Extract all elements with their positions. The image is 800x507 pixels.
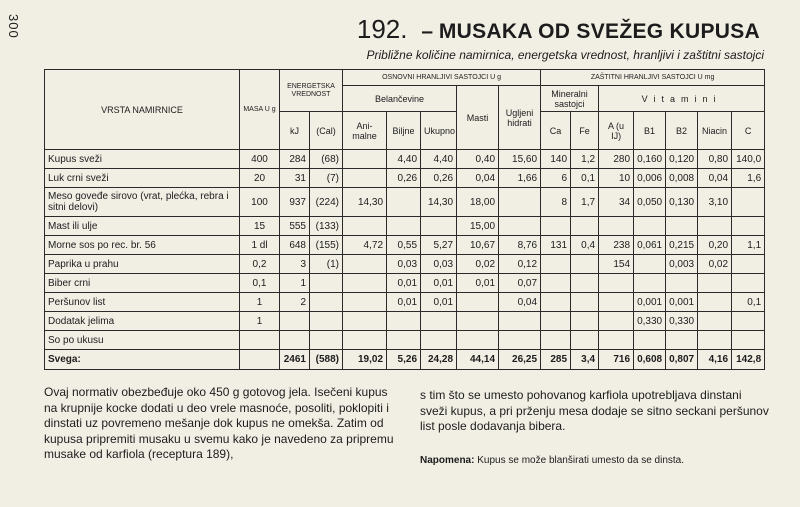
cell-kj: 2 [280, 293, 310, 312]
cell-biljne: 4,40 [387, 150, 421, 169]
cell-niacin: 0,20 [698, 236, 732, 255]
cell-kj: 3 [280, 255, 310, 274]
cell-ca: 8 [541, 188, 571, 217]
cell-ukupno: 0,01 [421, 274, 457, 293]
cell-ukupno [421, 217, 457, 236]
total-masti: 44,14 [457, 350, 499, 370]
cell-c [732, 274, 765, 293]
cell-b1 [634, 217, 666, 236]
cell-b1: 0,160 [634, 150, 666, 169]
cell-ukupno [421, 312, 457, 331]
cell-cal: (7) [310, 169, 343, 188]
instructions-left: Ovaj normativ obezbeđuje oko 450 g gotovog jela. Isečeni kupus na krupnije kocke dodati u deo vrele masnoće, posoliti, poklopiti i dinstati uz povremeno mešanje dok kupus ne omekša. Zatim od kupusa pripremiti musaku u svemu kako je navedeno za pripremu musake od karfiola (receptura 189), [44, 385, 394, 461]
cell-ugljeni: 0,04 [499, 293, 541, 312]
cell-masti [457, 293, 499, 312]
total-niacin: 4,16 [698, 350, 732, 370]
recipe-number: 192. [356, 14, 408, 44]
cell-cal [310, 331, 343, 350]
cell-masti: 0,40 [457, 150, 499, 169]
cell-cal: (133) [310, 217, 343, 236]
cell-ugljeni [499, 312, 541, 331]
cell-kj: 284 [280, 150, 310, 169]
cell-niacin: 0,04 [698, 169, 732, 188]
cell-masa: 0,1 [240, 274, 280, 293]
table-row [45, 274, 765, 293]
cell-ugljeni: 0,07 [499, 274, 541, 293]
note-label: Napomena: [420, 455, 475, 466]
header-vitamin-a: A (u IJ) [599, 112, 634, 150]
cell-c: 0,1 [732, 293, 765, 312]
note [420, 455, 780, 466]
cell-ca [541, 255, 571, 274]
cell-b1: 0,006 [634, 169, 666, 188]
cell-biljne [387, 312, 421, 331]
cell-b2 [666, 274, 698, 293]
cell-biljne [387, 188, 421, 217]
total-masa [240, 350, 280, 370]
cell-c [732, 188, 765, 217]
cell-c: 140,0 [732, 150, 765, 169]
cell-masti: 15,00 [457, 217, 499, 236]
cell-b1 [634, 274, 666, 293]
cell-masa: 400 [240, 150, 280, 169]
cell-name: Peršunov list [45, 293, 240, 312]
total-animalne: 19,02 [343, 350, 387, 370]
total-row [45, 350, 765, 370]
cell-animalne [343, 169, 387, 188]
cell-a: 280 [599, 150, 634, 169]
cell-cal: (155) [310, 236, 343, 255]
cell-biljne: 0,01 [387, 274, 421, 293]
cell-masa: 15 [240, 217, 280, 236]
cell-ca: 140 [541, 150, 571, 169]
cell-niacin [698, 293, 732, 312]
table-row [45, 255, 765, 274]
total-fe: 3,4 [571, 350, 599, 370]
cell-fe: 0,1 [571, 169, 599, 188]
instructions-right: s tim što se umesto pohovanog karfiola upotrebljava dinstani sveži kupus, a pri prženju mesa dodaje se sitno seckani peršunov list posle dodavanja bibera. [420, 388, 769, 433]
cell-animalne: 14,30 [343, 188, 387, 217]
cell-masa: 0,2 [240, 255, 280, 274]
cell-name: Mast ili ulje [45, 217, 240, 236]
cell-name: Morne sos po rec. br. 56 [45, 236, 240, 255]
cell-cal [310, 293, 343, 312]
header-niacin: Niacin [698, 112, 732, 150]
cell-masti: 0,04 [457, 169, 499, 188]
cell-animalne [343, 293, 387, 312]
cell-ca [541, 331, 571, 350]
cell-biljne [387, 331, 421, 350]
cell-masti: 0,02 [457, 255, 499, 274]
cell-ukupno [421, 331, 457, 350]
header-kj: kJ [280, 112, 310, 150]
cell-cal: (1) [310, 255, 343, 274]
cell-fe [571, 312, 599, 331]
recipe-name: MUSAKA OD SVEŽEG KUPUSA [438, 20, 760, 43]
cell-name: Meso goveđe sirovo (vrat, plećka, rebra i sitni delovi) [45, 188, 240, 217]
cell-ugljeni [499, 217, 541, 236]
cell-a: 34 [599, 188, 634, 217]
cell-animalne [343, 331, 387, 350]
cell-c [732, 255, 765, 274]
table-row [45, 150, 765, 169]
cell-niacin [698, 274, 732, 293]
cell-ukupno: 5,27 [421, 236, 457, 255]
header-vitamin-c: C [732, 112, 765, 150]
cell-niacin: 0,02 [698, 255, 732, 274]
cell-fe: 1,7 [571, 188, 599, 217]
cell-b1: 0,330 [634, 312, 666, 331]
total-biljne: 5,26 [387, 350, 421, 370]
cell-ca [541, 312, 571, 331]
header-ca: Ca [541, 112, 571, 150]
cell-ukupno: 14,30 [421, 188, 457, 217]
header-mineralni: Mineralni sastojci [541, 86, 599, 112]
total-ugljeni: 26,25 [499, 350, 541, 370]
cell-c [732, 331, 765, 350]
header-zastitni: ZAŠTITNI HRANLJIVI SASTOJCI U mg [541, 70, 765, 86]
table-row [45, 217, 765, 236]
header-cal: (Cal) [310, 112, 343, 150]
cell-fe: 0,4 [571, 236, 599, 255]
cell-ukupno: 0,03 [421, 255, 457, 274]
cell-animalne: 4,72 [343, 236, 387, 255]
cell-ugljeni: 1,66 [499, 169, 541, 188]
cell-a [599, 331, 634, 350]
total-vitamin-b1: 0,608 [634, 350, 666, 370]
table-row [45, 293, 765, 312]
cell-name: So po ukusu [45, 331, 240, 350]
cell-niacin [698, 331, 732, 350]
cell-ugljeni: 15,60 [499, 150, 541, 169]
cell-fe [571, 293, 599, 312]
cell-animalne [343, 217, 387, 236]
cell-kj: 937 [280, 188, 310, 217]
cell-cal [310, 312, 343, 331]
cell-ca [541, 293, 571, 312]
header-masti: Masti [457, 86, 499, 150]
table-row [45, 169, 765, 188]
cell-animalne [343, 150, 387, 169]
cell-biljne: 0,55 [387, 236, 421, 255]
cell-ugljeni [499, 188, 541, 217]
cell-name: Kupus sveži [45, 150, 240, 169]
cell-masti: 18,00 [457, 188, 499, 217]
cell-masti [457, 312, 499, 331]
cell-kj: 648 [280, 236, 310, 255]
nutrition-table [44, 69, 765, 370]
total-cal: (588) [310, 350, 343, 370]
note-text: Kupus se može blanširati umesto da se dinsta. [477, 455, 685, 466]
cell-masa [240, 331, 280, 350]
cell-ca: 131 [541, 236, 571, 255]
table-row [45, 188, 765, 217]
cell-b1: 0,050 [634, 188, 666, 217]
cell-ugljeni: 0,12 [499, 255, 541, 274]
page-number: 300 [6, 14, 21, 39]
cell-biljne [387, 217, 421, 236]
cell-a: 154 [599, 255, 634, 274]
total-ca: 285 [541, 350, 571, 370]
cell-animalne [343, 274, 387, 293]
cell-biljne: 0,03 [387, 255, 421, 274]
total-vitamin-a: 716 [599, 350, 634, 370]
header-vrsta: VRSTA NAMIRNICE [45, 70, 240, 150]
cell-ugljeni [499, 331, 541, 350]
cell-fe [571, 331, 599, 350]
cell-b2: 0,120 [666, 150, 698, 169]
cell-kj [280, 312, 310, 331]
cell-a [599, 217, 634, 236]
cell-a: 238 [599, 236, 634, 255]
header-fe: Fe [571, 112, 599, 150]
total-vitamin-c: 142,8 [732, 350, 765, 370]
cell-name: Biber crni [45, 274, 240, 293]
cell-b1 [634, 255, 666, 274]
cell-a [599, 312, 634, 331]
cell-masti: 0,01 [457, 274, 499, 293]
cell-name: Dodatak jelima [45, 312, 240, 331]
cell-masa: 1 dl [240, 236, 280, 255]
cell-masa: 1 [240, 312, 280, 331]
cell-masti [457, 331, 499, 350]
cell-b2: 0,003 [666, 255, 698, 274]
cell-cal: (68) [310, 150, 343, 169]
header-masa: MASA U g [240, 70, 280, 150]
cell-b2 [666, 217, 698, 236]
cell-niacin: 0,80 [698, 150, 732, 169]
header-belancevine: Belančevine [343, 86, 457, 112]
cell-ca [541, 274, 571, 293]
cell-b2: 0,008 [666, 169, 698, 188]
header-vitamin-b2: B2 [666, 112, 698, 150]
cell-ukupno: 0,01 [421, 293, 457, 312]
header-ugljeni: Ugljeni hidrati [499, 86, 541, 150]
table-row [45, 236, 765, 255]
header-ukupno: Ukupno [421, 112, 457, 150]
cell-name: Luk crni sveži [45, 169, 240, 188]
cell-masa: 100 [240, 188, 280, 217]
cell-masa: 20 [240, 169, 280, 188]
table-row [45, 331, 765, 350]
cell-fe: 1,2 [571, 150, 599, 169]
cell-masa: 1 [240, 293, 280, 312]
cell-c [732, 312, 765, 331]
cell-kj: 31 [280, 169, 310, 188]
cell-masti: 10,67 [457, 236, 499, 255]
cell-animalne [343, 255, 387, 274]
total-kj: 2461 [280, 350, 310, 370]
cell-kj: 555 [280, 217, 310, 236]
cell-a: 10 [599, 169, 634, 188]
cell-ca: 6 [541, 169, 571, 188]
cell-b1 [634, 331, 666, 350]
cell-niacin [698, 312, 732, 331]
cell-ca [541, 217, 571, 236]
cell-kj: 1 [280, 274, 310, 293]
header-osnovni: OSNOVNI HRANLJIVI SASTOJCI U g [343, 70, 541, 86]
cell-c [732, 217, 765, 236]
cell-b1: 0,001 [634, 293, 666, 312]
recipe-title [357, 14, 760, 45]
cell-b1: 0,061 [634, 236, 666, 255]
cell-biljne: 0,26 [387, 169, 421, 188]
cell-a [599, 293, 634, 312]
cell-animalne [343, 312, 387, 331]
header-vitamini: Vitamini [599, 86, 765, 112]
cell-b2: 0,001 [666, 293, 698, 312]
cell-c: 1,6 [732, 169, 765, 188]
cell-b2: 0,130 [666, 188, 698, 217]
cell-ukupno: 4,40 [421, 150, 457, 169]
cell-fe [571, 274, 599, 293]
cell-niacin [698, 217, 732, 236]
cell-fe [571, 255, 599, 274]
cell-fe [571, 217, 599, 236]
total-ukupno: 24,28 [421, 350, 457, 370]
table-row [45, 312, 765, 331]
total-label: Svega: [45, 350, 240, 370]
cell-b2 [666, 331, 698, 350]
title-dash: – [421, 20, 433, 43]
cell-ugljeni: 8,76 [499, 236, 541, 255]
total-vitamin-b2: 0,807 [666, 350, 698, 370]
cell-niacin: 3,10 [698, 188, 732, 217]
cell-a [599, 274, 634, 293]
table-subtitle: Približne količine namirnica, energetska vrednost, hranljivi i zaštitni sastojci [366, 48, 764, 62]
cell-b2: 0,330 [666, 312, 698, 331]
header-animalne: Ani- malne [343, 112, 387, 150]
table-body [45, 150, 765, 350]
cell-cal [310, 274, 343, 293]
header-biljne: Biljne [387, 112, 421, 150]
cell-b2: 0,215 [666, 236, 698, 255]
cell-cal: (224) [310, 188, 343, 217]
cell-kj [280, 331, 310, 350]
cell-name: Paprika u prahu [45, 255, 240, 274]
header-vitamin-b1: B1 [634, 112, 666, 150]
cell-c: 1,1 [732, 236, 765, 255]
cell-biljne: 0,01 [387, 293, 421, 312]
header-energetska: ENERGETSKA VREDNOST [280, 70, 343, 112]
cell-ukupno: 0,26 [421, 169, 457, 188]
